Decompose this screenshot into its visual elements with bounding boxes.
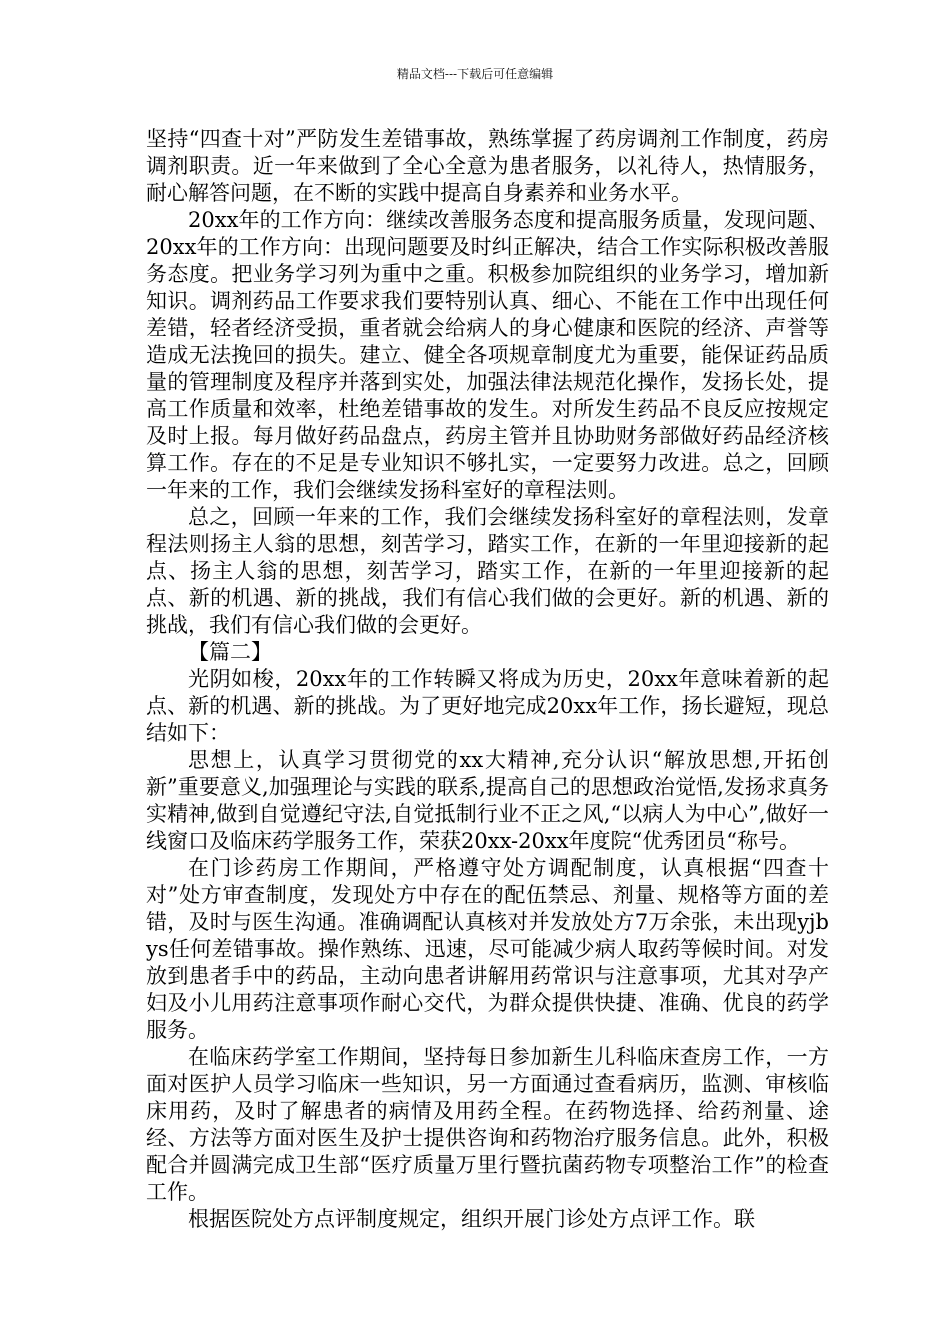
paragraph-4: 光阴如梭，20xx年的工作转瞬又将成为历史，20xx年意味着新的起点、新的机遇、新的挑战。为了更好地完成20xx年工作，扬长避短，现总结如下： (146, 667, 829, 745)
paragraph-1: 坚持“四查十对”严防发生差错事故，熟练掌握了药房调剂工作制度，药房调剂职责。近一年来做到了全心全意为患者服务，以礼待人，热情服务，耐心解答问题，在不断的实践中提高自身素养和业务水平。 (146, 127, 829, 205)
paragraph-5: 思想上，认真学习贯彻党的xx大精神,充分认识“解放思想,开拓创新”重要意义,加强理论与实践的联系,提高自己的思想政治觉悟,发扬求真务实精神,做到自觉遵纪守法,自觉抵制行业不正之风,“以病人为中心”,做好一线窗口及临床药学服务工作，荣获20xx-20xx年度院“优秀团员“称号。 (146, 748, 829, 853)
paragraph-8: 根据医院处方点评制度规定，组织开展门诊处方点评工作。联 (188, 1207, 755, 1231)
document-body (146, 126, 829, 1233)
paragraph-6: 在门诊药房工作期间，严格遵守处方调配制度，认真根据“四查十对”处方审查制度，发现处方中存在的配伍禁忌、剂量、规格等方面的差错，及时与医生沟通。准确调配认真核对并发放处方7万余张，未出现yjbys任何差错事故。操作熟练、迅速，尽可能减少病人取药等候时间。对发放到患者手中的药品，主动向患者讲解用药常识与注意事项，尤其对孕产妇及小儿用药注意事项作耐心交代，为群众提供快捷、准确、优良的药学服务。 (146, 856, 829, 1042)
paragraph-2: 20xx年的工作方向：继续改善服务态度和提高服务质量，发现问题、20xx年的工作方向：出现问题要及时纠正解决，结合工作实际积极改善服务态度。把业务学习列为重中之重。积极参加院组织的业务学习，增加新知识。调剂药品工作要求我们要特别认真、细心、不能在工作中出现任何差错，轻者经济受损，重者就会给病人的身心健康和医院的经济、声誉等造成无法挽回的损失。建立、健全各项规章制度尤为重要，能保证药品质量的管理制度及程序并落到实处，加强法律法规范化操作，发扬长处，提高工作质量和效率，杜绝差错事故的发生。对所发生药品不良反应按规定及时上报。每月做好药品盘点，药房主管并且协助财务部做好药品经济核算工作。存在的不足是专业知识不够扎实，一定要努力改进。总之，回顾一年来的工作，我们会继续发扬科室好的章程法则。 (146, 208, 829, 502)
page-header: 精品文档---下载后可任意编辑 (396, 67, 554, 81)
section-heading: 【篇二】 (188, 640, 272, 664)
paragraph-3: 总之，回顾一年来的工作，我们会继续发扬科室好的章程法则，发章程法则扬主人翁的思想，刻苦学习，踏实工作，在新的一年里迎接新的起点、扬主人翁的思想，刻苦学习，踏实工作，在新的一年里迎接新的起点、新的机遇、新的挑战，我们有信心我们做的会更好。新的机遇、新的挑战，我们有信心我们做的会更好。 (146, 505, 829, 637)
paragraph-7: 在临床药学室工作期间，坚持每日参加新生儿科临床查房工作，一方面对医护人员学习临床一些知识，另一方面通过查看病历，监测、审核临床用药，及时了解患者的病情及用药全程。在药物选择、给药剂量、途经、方法等方面对医生及护士提供咨询和药物治疗服务信息。此外，积极配合并圆满完成卫生部“医疗质量万里行暨抗菌药物专项整治工作”的检查工作。 (146, 1045, 829, 1204)
